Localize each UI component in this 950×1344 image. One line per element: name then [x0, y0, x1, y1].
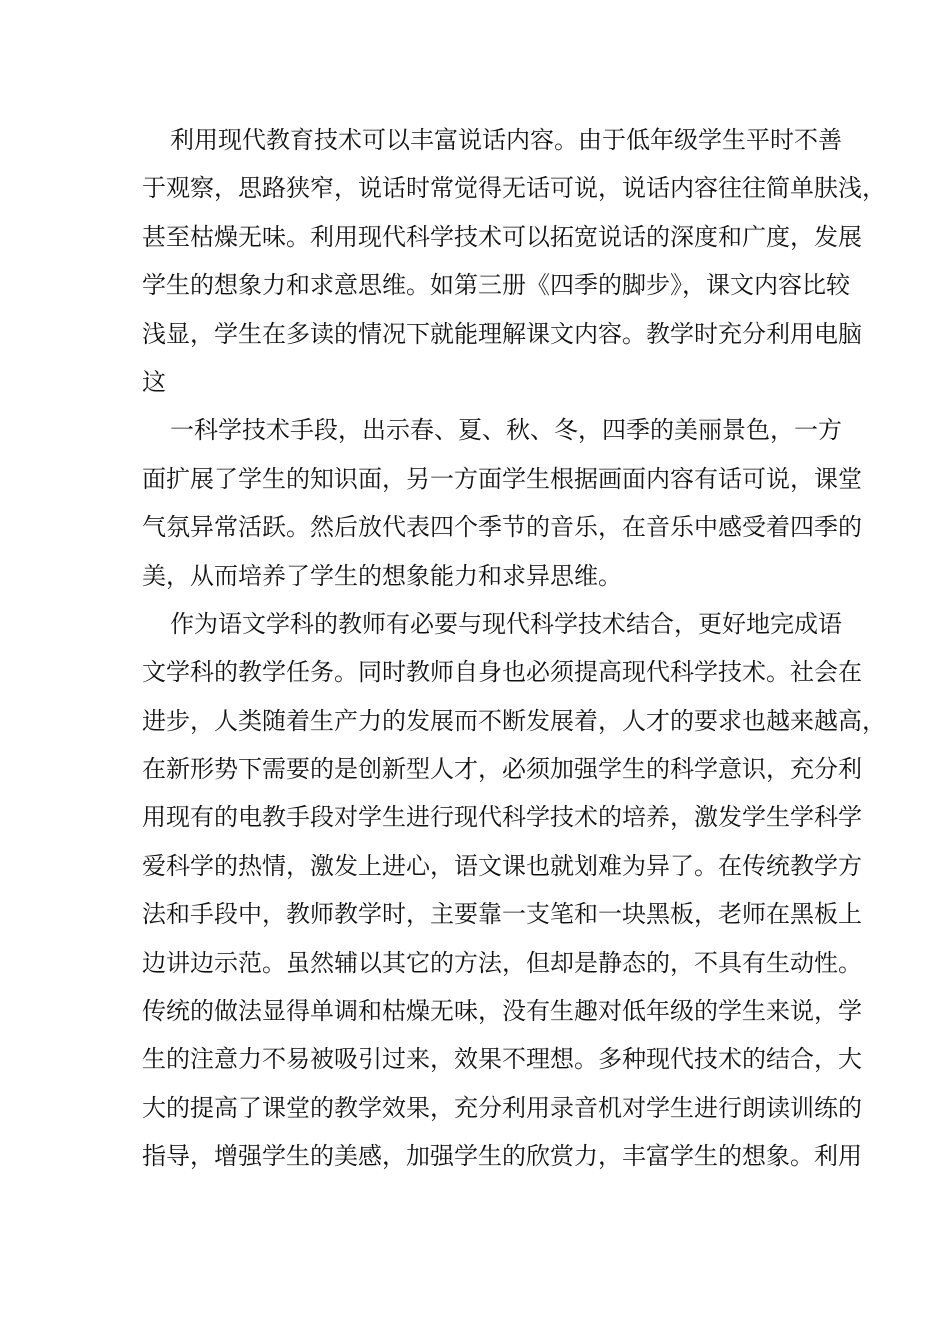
- text-line: 学生的想象力和求意思维。如第三册《四季的脚步》，课文内容比较: [142, 271, 850, 300]
- text-line: 进步，人类随着生产力的发展而不断发展着，人才的要求也越来越高，: [142, 706, 886, 735]
- text-line: 用现有的电教手段对学生进行现代科学技术的培养，激发学生学科学: [142, 803, 862, 832]
- text-line: 传统的做法显得单调和枯燥无味，没有生趣对低年级的学生来说，学: [142, 997, 862, 1026]
- text-line: 气氛异常活跃。然后放代表四个季节的音乐，在音乐中感受着四季的: [142, 513, 862, 542]
- text-line: 于观察，思路狭窄，说话时常觉得无话可说，说话内容往往简单肤浅，: [142, 174, 886, 203]
- text-line: 浅显，学生在多读的情况下就能理解课文内容。教学时充分利用电脑: [142, 319, 862, 348]
- text-line: 面扩展了学生的知识面，另一方面学生根据画面内容有话可说，课堂: [142, 464, 862, 493]
- text-line: 文学科的教学任务。同时教师自身也必须提高现代科学技术。社会在: [142, 658, 862, 687]
- text-line: 美，从而培养了学生的想象能力和求异思维。: [142, 561, 622, 590]
- text-line: 在新形势下需要的是创新型人才，必须加强学生的科学意识，充分利: [142, 755, 862, 784]
- text-line: 甚至枯燥无味。利用现代科学技术可以拓宽说话的深度和广度，发展: [142, 222, 862, 251]
- text-line: 爱科学的热情，激发上进心，语文课也就划难为异了。在传统教学方: [142, 851, 862, 880]
- text-line: 利用现代教育技术可以丰富说话内容。由于低年级学生平时不善: [170, 126, 842, 154]
- text-line: 法和手段中，教师教学时，主要靠一支笔和一块黑板，老师在黑板上: [142, 900, 862, 929]
- text-line: 大的提高了课堂的教学效果，充分利用录音机对学生进行朗读训练的: [142, 1093, 862, 1122]
- text-line: 作为语文学科的教师有必要与现代科学技术结合，更好地完成语: [170, 609, 842, 638]
- text-line: 指导，增强学生的美感，加强学生的欣赏力，丰富学生的想象。利用: [142, 1142, 862, 1171]
- text-line: 一科学技术手段，出示春、夏、秋、冬，四季的美丽景色，一方: [170, 416, 842, 445]
- text-line: 这: [142, 367, 166, 396]
- text-line: 边讲边示范。虽然辅以其它的方法，但却是静态的，不具有生动性。: [142, 948, 862, 977]
- body-text: [142, 116, 886, 1181]
- text-line: 生的注意力不易被吸引过来，效果不理想。多种现代技术的结合，大: [142, 1045, 862, 1074]
